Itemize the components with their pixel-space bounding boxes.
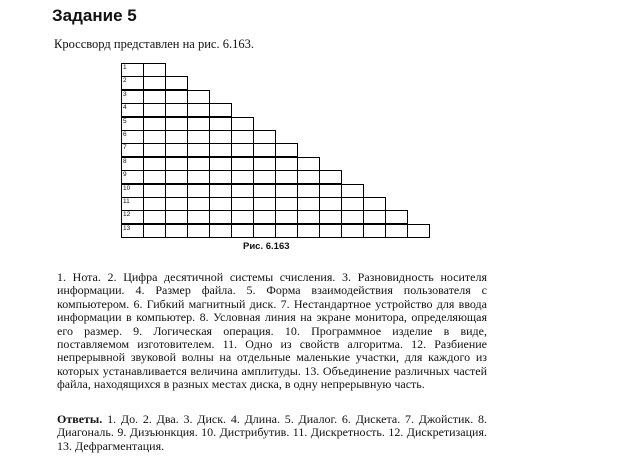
crossword-cell — [209, 103, 232, 117]
crossword-cell — [275, 157, 298, 171]
crossword-cell — [385, 224, 408, 238]
crossword-cell — [143, 170, 166, 184]
crossword-cell — [231, 224, 254, 238]
crossword-cell — [209, 170, 232, 184]
crossword-cell — [143, 103, 166, 117]
crossword-cell — [143, 197, 166, 211]
crossword-cell — [165, 224, 188, 238]
row-number: 9 — [123, 171, 127, 179]
crossword-cell — [231, 197, 254, 211]
crossword-cell — [297, 170, 320, 184]
crossword-cell — [209, 117, 232, 131]
crossword-cell — [143, 63, 166, 77]
crossword-cell — [121, 197, 144, 211]
crossword-cell — [319, 197, 342, 211]
crossword-cell — [275, 210, 298, 224]
crossword-cell — [341, 197, 364, 211]
crossword-cell — [253, 130, 276, 144]
crossword-cell — [275, 224, 298, 238]
crossword-cell — [319, 184, 342, 198]
crossword-cell — [341, 224, 364, 238]
crossword-cell — [253, 157, 276, 171]
crossword-cell — [253, 224, 276, 238]
crossword-cell — [385, 210, 408, 224]
task-heading: Задание 5 — [52, 6, 137, 25]
crossword-cell — [143, 210, 166, 224]
crossword-cell — [121, 170, 144, 184]
row-number: 7 — [123, 144, 127, 152]
crossword-cell — [297, 210, 320, 224]
crossword-cell — [165, 143, 188, 157]
crossword-cell — [319, 224, 342, 238]
crossword-cell — [187, 184, 210, 198]
crossword-cell — [297, 157, 320, 171]
crossword-cell — [209, 157, 232, 171]
crossword-cell — [187, 143, 210, 157]
crossword-cell — [143, 117, 166, 131]
crossword-cell — [187, 117, 210, 131]
row-number: 2 — [123, 77, 127, 85]
row-number: 4 — [123, 104, 127, 112]
crossword-cell — [165, 130, 188, 144]
crossword-cell — [121, 90, 144, 104]
crossword-cell — [209, 143, 232, 157]
crossword-cell — [121, 157, 144, 171]
crossword-cell — [121, 63, 144, 77]
row-number: 8 — [123, 157, 127, 165]
crossword-cell — [187, 90, 210, 104]
crossword-cell — [231, 130, 254, 144]
intro-text: Кроссворд представлен на рис. 6.163. — [54, 37, 254, 51]
crossword-cell — [165, 197, 188, 211]
row-number: 5 — [123, 117, 127, 125]
answers-text: 1. До. 2. Два. 3. Диск. 4. Длина. 5. Диалог. 6. Дискета. 7. Джойстик. 8. Диагональ. 9. Дизъюнкция. 10. Дистрибутив. 11. Дискретность. 12. Дискретизация. 13. Дефрагментация. — [57, 412, 488, 453]
crossword-cell — [121, 103, 144, 117]
crossword-cell — [341, 210, 364, 224]
crossword-cell — [253, 184, 276, 198]
row-number: 1 — [123, 64, 127, 71]
crossword-cell — [143, 184, 166, 198]
crossword-cell — [231, 117, 254, 131]
crossword-cell — [319, 210, 342, 224]
crossword-cell — [253, 197, 276, 211]
crossword-cell — [253, 170, 276, 184]
crossword-cell — [319, 170, 342, 184]
row-number: 10 — [123, 184, 131, 192]
row-number: 13 — [123, 224, 131, 232]
crossword-cell — [275, 170, 298, 184]
crossword-cell — [165, 90, 188, 104]
row-number: 11 — [123, 198, 130, 205]
figure-caption: Рис. 6.163 — [243, 241, 290, 252]
clues-text: 1. Нота. 2. Цифра десятичной системы счисления. 3. Разновидность носителя информации. 4. Размер файла. 5. Форма взаимодействия пользователя с компьютером. 6. Гибкий магнитный диск. 7. Нестандартное устройство для ввода информации в компьютер. 8. Условная линия на экране монитора, определяющая его размер. 9. Логическая операция. 10. Программное изделие в виде, поставляемом изготовителем. 11. Одно из свойств алгоритма. 12. Разбиение непрерывной звуковой волны на отдельные маленькие участки, для каждого из которых устанавливается величина амплитуды. 13. Объединение различных частей файла, находящихся в разных местах диска, в одну непрерывную часть. — [57, 270, 487, 392]
crossword-cell — [165, 184, 188, 198]
crossword-cell — [187, 197, 210, 211]
crossword-cell — [297, 197, 320, 211]
crossword-cell — [143, 130, 166, 144]
crossword-cell — [165, 103, 188, 117]
crossword-cell — [165, 76, 188, 90]
crossword-cell — [297, 224, 320, 238]
answers-label: Ответы. — [57, 412, 103, 426]
row-number: 3 — [123, 90, 127, 98]
crossword-cell — [165, 157, 188, 171]
crossword-cell — [363, 197, 386, 211]
crossword-cell — [121, 143, 144, 157]
crossword-cell — [209, 224, 232, 238]
crossword-cell — [407, 224, 430, 238]
crossword-cell — [165, 170, 188, 184]
crossword-cell — [187, 157, 210, 171]
crossword-cell — [143, 76, 166, 90]
crossword-cell — [187, 170, 210, 184]
row-number: 6 — [123, 131, 127, 138]
crossword-cell — [209, 197, 232, 211]
crossword-cell — [187, 103, 210, 117]
crossword-cell — [209, 130, 232, 144]
crossword-cell — [253, 210, 276, 224]
crossword-cell — [275, 184, 298, 198]
crossword-cell — [231, 210, 254, 224]
crossword-cell — [231, 170, 254, 184]
crossword-cell — [187, 224, 210, 238]
crossword-cell — [143, 90, 166, 104]
crossword-cell — [231, 143, 254, 157]
crossword-cell — [209, 184, 232, 198]
crossword-cell — [187, 130, 210, 144]
crossword-cell — [275, 143, 298, 157]
crossword-cell — [143, 143, 166, 157]
crossword-cell — [143, 224, 166, 238]
crossword-cell — [231, 157, 254, 171]
crossword-cell — [363, 210, 386, 224]
crossword-cell — [121, 130, 144, 144]
crossword-cell — [253, 143, 276, 157]
crossword-cell — [341, 184, 364, 198]
crossword-cell — [121, 117, 144, 131]
crossword-cell — [121, 224, 144, 238]
crossword-cell — [121, 184, 144, 198]
crossword-cell — [363, 224, 386, 238]
answers-block — [57, 413, 487, 453]
crossword-cell — [187, 210, 210, 224]
crossword-cell — [297, 184, 320, 198]
crossword-cell — [143, 157, 166, 171]
crossword-cell — [121, 210, 144, 224]
crossword-cell — [165, 117, 188, 131]
crossword-cell — [209, 210, 232, 224]
crossword-cell — [231, 184, 254, 198]
crossword-cell — [121, 76, 144, 90]
crossword-cell — [275, 197, 298, 211]
row-number: 12 — [123, 211, 131, 219]
crossword-cell — [165, 210, 188, 224]
